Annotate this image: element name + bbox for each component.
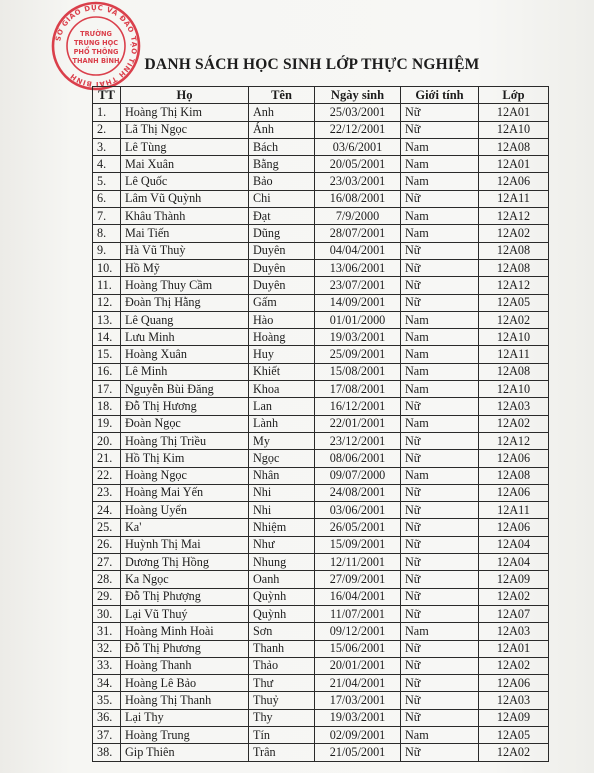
cell-tt: 5. <box>93 173 121 190</box>
seal-icon <box>50 0 142 92</box>
cell-gioi-tinh: Nữ <box>401 640 479 657</box>
cell-lop: 12A08 <box>479 467 549 484</box>
cell-ngay-sinh: 28/07/2001 <box>315 225 401 242</box>
cell-ten: Khiết <box>249 363 315 380</box>
cell-lop: 12A05 <box>479 294 549 311</box>
cell-ten: Đạt <box>249 208 315 225</box>
cell-ho: Mai Tiến <box>121 225 249 242</box>
cell-ngay-sinh: 26/05/2001 <box>315 519 401 536</box>
cell-lop: 12A02 <box>479 744 549 761</box>
cell-ten: Ngọc <box>249 450 315 467</box>
cell-tt: 4. <box>93 156 121 173</box>
table-row <box>93 277 549 294</box>
cell-tt: 1. <box>93 104 121 121</box>
cell-lop: 12A01 <box>479 104 549 121</box>
cell-tt: 37. <box>93 726 121 743</box>
cell-ten: Chi <box>249 190 315 207</box>
table-row <box>93 259 549 276</box>
cell-gioi-tinh: Nam <box>401 415 479 432</box>
cell-ho: Lại Thy <box>121 709 249 726</box>
cell-tt: 12. <box>93 294 121 311</box>
cell-gioi-tinh: Nữ <box>401 502 479 519</box>
cell-ten: Nhung <box>249 554 315 571</box>
cell-ho: Lê Tùng <box>121 138 249 155</box>
cell-tt: 8. <box>93 225 121 242</box>
cell-tt: 10. <box>93 259 121 276</box>
cell-ten: Oanh <box>249 571 315 588</box>
cell-ten: Sơn <box>249 623 315 640</box>
cell-ngay-sinh: 23/03/2001 <box>315 173 401 190</box>
table-row <box>93 156 549 173</box>
cell-ngay-sinh: 21/05/2001 <box>315 744 401 761</box>
cell-gioi-tinh: Nam <box>401 726 479 743</box>
cell-lop: 12A12 <box>479 432 549 449</box>
cell-ten: Lan <box>249 398 315 415</box>
cell-ngay-sinh: 25/09/2001 <box>315 346 401 363</box>
table-row <box>93 450 549 467</box>
table-row <box>93 104 549 121</box>
cell-ho: Khâu Thành <box>121 208 249 225</box>
table-row <box>93 329 549 346</box>
cell-ngay-sinh: 23/12/2001 <box>315 432 401 449</box>
student-roster-table <box>92 86 549 762</box>
cell-ngay-sinh: 08/06/2001 <box>315 450 401 467</box>
cell-ho: Hoàng Xuân <box>121 346 249 363</box>
cell-lop: 12A04 <box>479 536 549 553</box>
cell-tt: 25. <box>93 519 121 536</box>
cell-gioi-tinh: Nữ <box>401 259 479 276</box>
cell-tt: 28. <box>93 571 121 588</box>
table-row <box>93 588 549 605</box>
table-row <box>93 173 549 190</box>
cell-ten: Hào <box>249 311 315 328</box>
cell-ngay-sinh: 22/01/2001 <box>315 415 401 432</box>
header-ten: Tên <box>249 87 315 104</box>
cell-gioi-tinh: Nam <box>401 381 479 398</box>
cell-ngay-sinh: 16/08/2001 <box>315 190 401 207</box>
cell-tt: 13. <box>93 311 121 328</box>
cell-ten: Nhiệm <box>249 519 315 536</box>
cell-ho: Hoàng Thị Thanh <box>121 692 249 709</box>
cell-tt: 14. <box>93 329 121 346</box>
table-body <box>93 104 549 761</box>
cell-ten: Như <box>249 536 315 553</box>
cell-lop: 12A11 <box>479 346 549 363</box>
cell-gioi-tinh: Nam <box>401 156 479 173</box>
cell-ten: Bảo <box>249 173 315 190</box>
cell-ngay-sinh: 22/12/2001 <box>315 121 401 138</box>
table-row <box>93 536 549 553</box>
cell-gioi-tinh: Nam <box>401 138 479 155</box>
cell-ten: Huy <box>249 346 315 363</box>
cell-gioi-tinh: Nữ <box>401 692 479 709</box>
cell-ho: Huỳnh Thị Mai <box>121 536 249 553</box>
table-row <box>93 138 549 155</box>
table-row <box>93 190 549 207</box>
cell-gioi-tinh: Nữ <box>401 242 479 259</box>
cell-tt: 31. <box>93 623 121 640</box>
cell-ngay-sinh: 03/06/2001 <box>315 502 401 519</box>
cell-ho: Lưu Minh <box>121 329 249 346</box>
cell-ngay-sinh: 27/09/2001 <box>315 571 401 588</box>
cell-ho: Hà Vũ Thuỳ <box>121 242 249 259</box>
cell-ten: Thảo <box>249 657 315 674</box>
cell-lop: 12A07 <box>479 605 549 622</box>
cell-ngay-sinh: 11/07/2001 <box>315 605 401 622</box>
document-title: DANH SÁCH HỌC SINH LỚP THỰC NGHIỆM <box>144 56 480 73</box>
cell-gioi-tinh: Nam <box>401 329 479 346</box>
cell-ho: Hoàng Minh Hoài <box>121 623 249 640</box>
cell-ho: Hoàng Thị Kim <box>121 104 249 121</box>
cell-ho: Hồ Thị Kim <box>121 450 249 467</box>
cell-lop: 12A06 <box>479 519 549 536</box>
school-seal-stamp <box>50 0 142 92</box>
cell-tt: 7. <box>93 208 121 225</box>
table-row <box>93 208 549 225</box>
cell-gioi-tinh: Nữ <box>401 294 479 311</box>
cell-lop: 12A04 <box>479 554 549 571</box>
cell-tt: 36. <box>93 709 121 726</box>
cell-gioi-tinh: Nam <box>401 311 479 328</box>
cell-ngay-sinh: 16/04/2001 <box>315 588 401 605</box>
cell-tt: 6. <box>93 190 121 207</box>
cell-lop: 12A09 <box>479 709 549 726</box>
table-row <box>93 225 549 242</box>
cell-ngay-sinh: 09/07/2000 <box>315 467 401 484</box>
table-row <box>93 121 549 138</box>
cell-ten: Ánh <box>249 121 315 138</box>
cell-tt: 21. <box>93 450 121 467</box>
table-row <box>93 502 549 519</box>
cell-ho: Đỗ Thị Phượng <box>121 588 249 605</box>
cell-lop: 12A12 <box>479 277 549 294</box>
cell-lop: 12A08 <box>479 259 549 276</box>
cell-ten: Nhi <box>249 484 315 501</box>
cell-ho: Lại Vũ Thuý <box>121 605 249 622</box>
cell-ngay-sinh: 24/08/2001 <box>315 484 401 501</box>
cell-tt: 27. <box>93 554 121 571</box>
cell-tt: 16. <box>93 363 121 380</box>
table-row <box>93 519 549 536</box>
header-lop: Lớp <box>479 87 549 104</box>
header-gioi-tinh: Giới tính <box>401 87 479 104</box>
cell-ten: Lành <box>249 415 315 432</box>
cell-lop: 12A11 <box>479 190 549 207</box>
cell-tt: 18. <box>93 398 121 415</box>
cell-tt: 15. <box>93 346 121 363</box>
cell-lop: 12A03 <box>479 398 549 415</box>
header-tt: TT <box>93 87 121 104</box>
cell-gioi-tinh: Nữ <box>401 277 479 294</box>
cell-tt: 19. <box>93 415 121 432</box>
table-row <box>93 398 549 415</box>
cell-tt: 23. <box>93 484 121 501</box>
cell-lop: 12A03 <box>479 623 549 640</box>
table-row <box>93 709 549 726</box>
cell-ho: Nguyễn Bùi Đăng <box>121 381 249 398</box>
cell-lop: 12A02 <box>479 311 549 328</box>
table-row <box>93 640 549 657</box>
table-row <box>93 675 549 692</box>
cell-gioi-tinh: Nữ <box>401 190 479 207</box>
cell-gioi-tinh: Nữ <box>401 104 479 121</box>
cell-ngay-sinh: 13/06/2001 <box>315 259 401 276</box>
cell-lop: 12A08 <box>479 363 549 380</box>
cell-ho: Mai Xuân <box>121 156 249 173</box>
table-row <box>93 311 549 328</box>
cell-ho: Hoàng Thanh <box>121 657 249 674</box>
cell-ho: Hoàng Thị Triều <box>121 432 249 449</box>
cell-gioi-tinh: Nữ <box>401 450 479 467</box>
cell-lop: 12A06 <box>479 173 549 190</box>
cell-ten: Thanh <box>249 640 315 657</box>
cell-tt: 33. <box>93 657 121 674</box>
table-row <box>93 605 549 622</box>
cell-ngay-sinh: 19/03/2001 <box>315 709 401 726</box>
header-ngay-sinh: Ngày sinh <box>315 87 401 104</box>
cell-ho: Dương Thị Hồng <box>121 554 249 571</box>
cell-ho: Hoàng Trung <box>121 726 249 743</box>
cell-tt: 3. <box>93 138 121 155</box>
cell-ten: Nhân <box>249 467 315 484</box>
table-row <box>93 432 549 449</box>
cell-ten: Gấm <box>249 294 315 311</box>
table-row <box>93 242 549 259</box>
cell-lop: 12A10 <box>479 381 549 398</box>
cell-ten: Thư <box>249 675 315 692</box>
cell-lop: 12A08 <box>479 138 549 155</box>
cell-lop: 12A02 <box>479 657 549 674</box>
cell-tt: 29. <box>93 588 121 605</box>
seal-line-3: PHỔ THÔNG <box>73 48 119 56</box>
seal-ring-text: SỞ GIÁO DỤC VÀ ĐÀO TẠO TỈNH THÁI BÌNH <box>54 3 139 89</box>
cell-gioi-tinh: Nữ <box>401 432 479 449</box>
cell-ngay-sinh: 15/06/2001 <box>315 640 401 657</box>
cell-ngay-sinh: 16/12/2001 <box>315 398 401 415</box>
table-row <box>93 692 549 709</box>
cell-ho: Lâm Vũ Quỳnh <box>121 190 249 207</box>
seal-line-1: TRƯỜNG <box>80 30 112 38</box>
cell-lop: 12A09 <box>479 571 549 588</box>
cell-ten: Anh <box>249 104 315 121</box>
table-row <box>93 623 549 640</box>
cell-ngay-sinh: 01/01/2000 <box>315 311 401 328</box>
cell-ho: Hoàng Ngọc <box>121 467 249 484</box>
cell-lop: 12A01 <box>479 640 549 657</box>
cell-tt: 2. <box>93 121 121 138</box>
cell-ngay-sinh: 15/09/2001 <box>315 536 401 553</box>
header-ho: Họ <box>121 87 249 104</box>
cell-gioi-tinh: Nữ <box>401 657 479 674</box>
cell-ten: Bằng <box>249 156 315 173</box>
cell-ho: Ka Ngọc <box>121 571 249 588</box>
cell-ten: Quỳnh <box>249 588 315 605</box>
cell-gioi-tinh: Nữ <box>401 605 479 622</box>
table-row <box>93 554 549 571</box>
cell-tt: 22. <box>93 467 121 484</box>
cell-ho: Ka' <box>121 519 249 536</box>
cell-ngay-sinh: 09/12/2001 <box>315 623 401 640</box>
cell-ten: Duyên <box>249 277 315 294</box>
cell-lop: 12A12 <box>479 208 549 225</box>
cell-ngay-sinh: 02/09/2001 <box>315 726 401 743</box>
cell-ngay-sinh: 03/6/2001 <box>315 138 401 155</box>
table-row <box>93 381 549 398</box>
cell-lop: 12A06 <box>479 484 549 501</box>
cell-ngay-sinh: 17/03/2001 <box>315 692 401 709</box>
cell-tt: 38. <box>93 744 121 761</box>
cell-ngay-sinh: 15/08/2001 <box>315 363 401 380</box>
cell-ngay-sinh: 19/03/2001 <box>315 329 401 346</box>
cell-lop: 12A10 <box>479 121 549 138</box>
cell-gioi-tinh: Nam <box>401 346 479 363</box>
cell-ngay-sinh: 25/03/2001 <box>315 104 401 121</box>
seal-line-2: TRUNG HỌC <box>73 39 119 47</box>
cell-ngay-sinh: 20/01/2001 <box>315 657 401 674</box>
cell-ho: Hoàng Lê Bảo <box>121 675 249 692</box>
seal-line-4: THANH BÌNH <box>72 57 120 65</box>
cell-ten: Hoàng <box>249 329 315 346</box>
cell-gioi-tinh: Nữ <box>401 744 479 761</box>
table-row <box>93 467 549 484</box>
cell-gioi-tinh: Nữ <box>401 588 479 605</box>
cell-gioi-tinh: Nữ <box>401 709 479 726</box>
table-row <box>93 744 549 761</box>
table-row <box>93 726 549 743</box>
table-row <box>93 571 549 588</box>
cell-gioi-tinh: Nam <box>401 623 479 640</box>
cell-ho: Lê Minh <box>121 363 249 380</box>
cell-tt: 11. <box>93 277 121 294</box>
cell-gioi-tinh: Nữ <box>401 554 479 571</box>
cell-gioi-tinh: Nữ <box>401 536 479 553</box>
cell-ten: Thuỷ <box>249 692 315 709</box>
cell-tt: 35. <box>93 692 121 709</box>
cell-tt: 30. <box>93 605 121 622</box>
cell-gioi-tinh: Nữ <box>401 484 479 501</box>
cell-ngay-sinh: 04/04/2001 <box>315 242 401 259</box>
table-row <box>93 415 549 432</box>
cell-tt: 20. <box>93 432 121 449</box>
cell-lop: 12A03 <box>479 692 549 709</box>
cell-ngay-sinh: 7/9/2000 <box>315 208 401 225</box>
cell-ten: Thy <box>249 709 315 726</box>
cell-ten: Dũng <box>249 225 315 242</box>
cell-ngay-sinh: 12/11/2001 <box>315 554 401 571</box>
cell-lop: 12A06 <box>479 450 549 467</box>
cell-lop: 12A01 <box>479 156 549 173</box>
table-row <box>93 363 549 380</box>
cell-ngay-sinh: 21/04/2001 <box>315 675 401 692</box>
cell-ho: Lê Quốc <box>121 173 249 190</box>
table-row <box>93 294 549 311</box>
cell-gioi-tinh: Nam <box>401 225 479 242</box>
cell-tt: 17. <box>93 381 121 398</box>
cell-ho: Lã Thị Ngọc <box>121 121 249 138</box>
cell-ten: Bách <box>249 138 315 155</box>
table-row <box>93 484 549 501</box>
cell-ho: Hoàng Uyển <box>121 502 249 519</box>
cell-gioi-tinh: Nữ <box>401 675 479 692</box>
cell-ten: Nhi <box>249 502 315 519</box>
cell-gioi-tinh: Nữ <box>401 121 479 138</box>
cell-ho: Hoàng Mai Yến <box>121 484 249 501</box>
cell-ten: Duyên <box>249 259 315 276</box>
cell-lop: 12A08 <box>479 242 549 259</box>
cell-ten: My <box>249 432 315 449</box>
table-header-row <box>93 87 549 104</box>
cell-tt: 26. <box>93 536 121 553</box>
cell-ho: Đoàn Ngọc <box>121 415 249 432</box>
cell-gioi-tinh: Nữ <box>401 571 479 588</box>
cell-ten: Quỳnh <box>249 605 315 622</box>
cell-gioi-tinh: Nam <box>401 363 479 380</box>
cell-lop: 12A02 <box>479 225 549 242</box>
cell-ho: Gip Thiên <box>121 744 249 761</box>
cell-ngay-sinh: 14/09/2001 <box>315 294 401 311</box>
cell-tt: 34. <box>93 675 121 692</box>
cell-gioi-tinh: Nam <box>401 173 479 190</box>
table-row <box>93 346 549 363</box>
cell-gioi-tinh: Nữ <box>401 398 479 415</box>
cell-ten: Tín <box>249 726 315 743</box>
cell-ngay-sinh: 20/05/2001 <box>315 156 401 173</box>
cell-ngay-sinh: 17/08/2001 <box>315 381 401 398</box>
cell-ho: Đỗ Thị Phương <box>121 640 249 657</box>
cell-lop: 12A11 <box>479 502 549 519</box>
cell-ho: Hồ Mỹ <box>121 259 249 276</box>
cell-lop: 12A02 <box>479 415 549 432</box>
cell-ho: Đỗ Thị Hương <box>121 398 249 415</box>
cell-ten: Trân <box>249 744 315 761</box>
cell-ten: Duyên <box>249 242 315 259</box>
cell-ngay-sinh: 23/07/2001 <box>315 277 401 294</box>
cell-tt: 9. <box>93 242 121 259</box>
cell-gioi-tinh: Nam <box>401 467 479 484</box>
cell-lop: 12A02 <box>479 588 549 605</box>
cell-lop: 12A05 <box>479 726 549 743</box>
cell-tt: 24. <box>93 502 121 519</box>
cell-lop: 12A10 <box>479 329 549 346</box>
cell-gioi-tinh: Nữ <box>401 519 479 536</box>
cell-ho: Lê Quang <box>121 311 249 328</box>
cell-ho: Hoàng Thuy Cầm <box>121 277 249 294</box>
cell-tt: 32. <box>93 640 121 657</box>
cell-ten: Khoa <box>249 381 315 398</box>
cell-gioi-tinh: Nam <box>401 208 479 225</box>
cell-ho: Đoàn Thị Hằng <box>121 294 249 311</box>
table-row <box>93 657 549 674</box>
cell-lop: 12A06 <box>479 675 549 692</box>
